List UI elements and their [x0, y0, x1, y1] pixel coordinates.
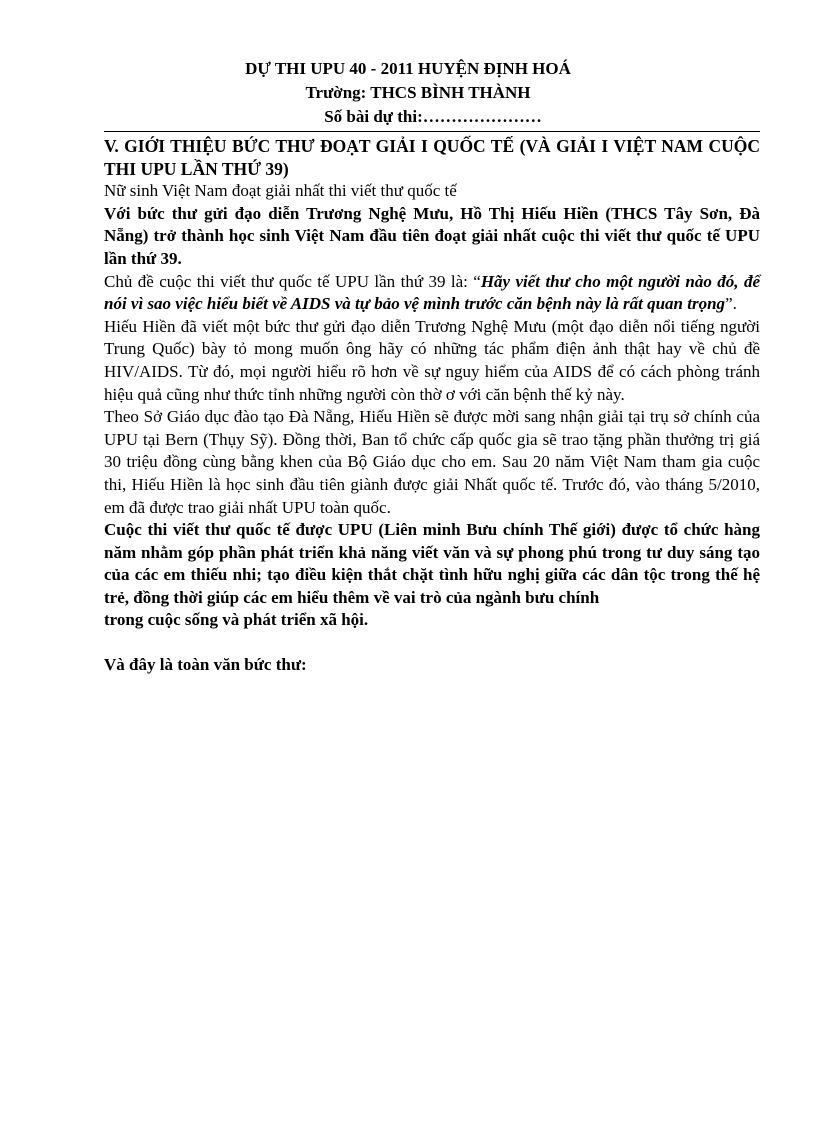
- theme-tail: ”.: [725, 294, 737, 314]
- entry-number: Số bài dự thi:…………………: [324, 107, 542, 126]
- header-divider: [104, 131, 760, 132]
- paragraph-contest-about-end: trong cuộc sống và phát triển xã hội.: [104, 610, 369, 630]
- paragraph-contest-about: Cuộc thi viết thư quốc tế được UPU (Liên minh Bưu chính Thế giới) được tổ chức hàng năm nhằm góp phần phát triển khả năng viết văn và sự phong phú trong tư duy sáng tạo của các em thiếu nhi; tạo điều kiện thắt chặt tình hữu nghị giữa các dân tộc trong thế hệ trẻ, đồng thời giúp các em hiểu thêm về vai trò của ngành bưu chính: [104, 520, 760, 607]
- section-title: V. GIỚI THIỆU BỨC THƯ ĐOẠT GIẢI I QUỐC TẾ (VÀ GIẢI I VIỆT NAM CUỘC THI UPU LẦN THỨ 39): [104, 136, 760, 179]
- paragraph-award: Theo Sở Giáo dục đào tạo Đà Nẵng, Hiếu Hiền sẽ được mời sang nhận giải tại trụ sở chính của UPU tại Bern (Thụy Sỹ). Đồng thời, Ban tổ chức cấp quốc gia sẽ trao tặng phần thưởng trị giá 30 triệu đồng cùng bằng khen của Bộ Giáo dục cho em. Sau 20 năm Việt Nam tham gia cuộc thi, Hiếu Hiền là học sinh đầu tiên giành được giải Nhất quốc tế. Trước đó, vào tháng 5/2010, em đã được trao giải nhất UPU toàn quốc.: [104, 407, 760, 517]
- theme-quote: Hãy viết thư cho một người nào đó, để nói vì sao việc hiểu biết về AIDS và tự bảo vệ mình trước căn bệnh này là rất quan trọng: [104, 271, 760, 314]
- school-name: Trường: THCS BÌNH THÀNH: [305, 83, 531, 102]
- paragraph-theme: [104, 271, 760, 316]
- contest-title: DỰ THI UPU 40 - 2011 HUYỆN ĐỊNH HOÁ: [245, 59, 571, 78]
- document-body: [104, 135, 760, 677]
- paragraph-intro: Với bức thư gửi đạo diễn Trương Nghệ Mưu, Hồ Thị Hiếu Hiền (THCS Tây Sơn, Đà Nẵng) trở thành học sinh Việt Nam đầu tiên đoạt giải nhất cuộc thi viết thư quốc tế UPU lần thứ 39.: [104, 203, 760, 268]
- theme-lead: Chủ đề cuộc thi viết thư quốc tế UPU lần thứ 39 là: “: [104, 271, 481, 291]
- paragraph-headline: Nữ sinh Việt Nam đoạt giải nhất thi viết thư quốc tế: [104, 181, 457, 201]
- paragraph-letter-intro: Và đây là toàn văn bức thư:: [104, 655, 307, 675]
- blank-line: [104, 632, 760, 654]
- paragraph-letter-summary: Hiếu Hiền đã viết một bức thư gửi đạo diễn Trương Nghệ Mưu (một đạo diễn nổi tiếng người Trung Quốc) bày tỏ mong muốn ông hãy có những tác phẩm điện ảnh thật hay về chủ đề HIV/AIDS. Từ đó, mọi người hiểu rõ hơn về sự nguy hiểm của AIDS để có cách phòng tránh hiệu quả cũng như thức tỉnh những người còn thờ ơ với căn bệnh thế kỷ này.: [104, 316, 760, 404]
